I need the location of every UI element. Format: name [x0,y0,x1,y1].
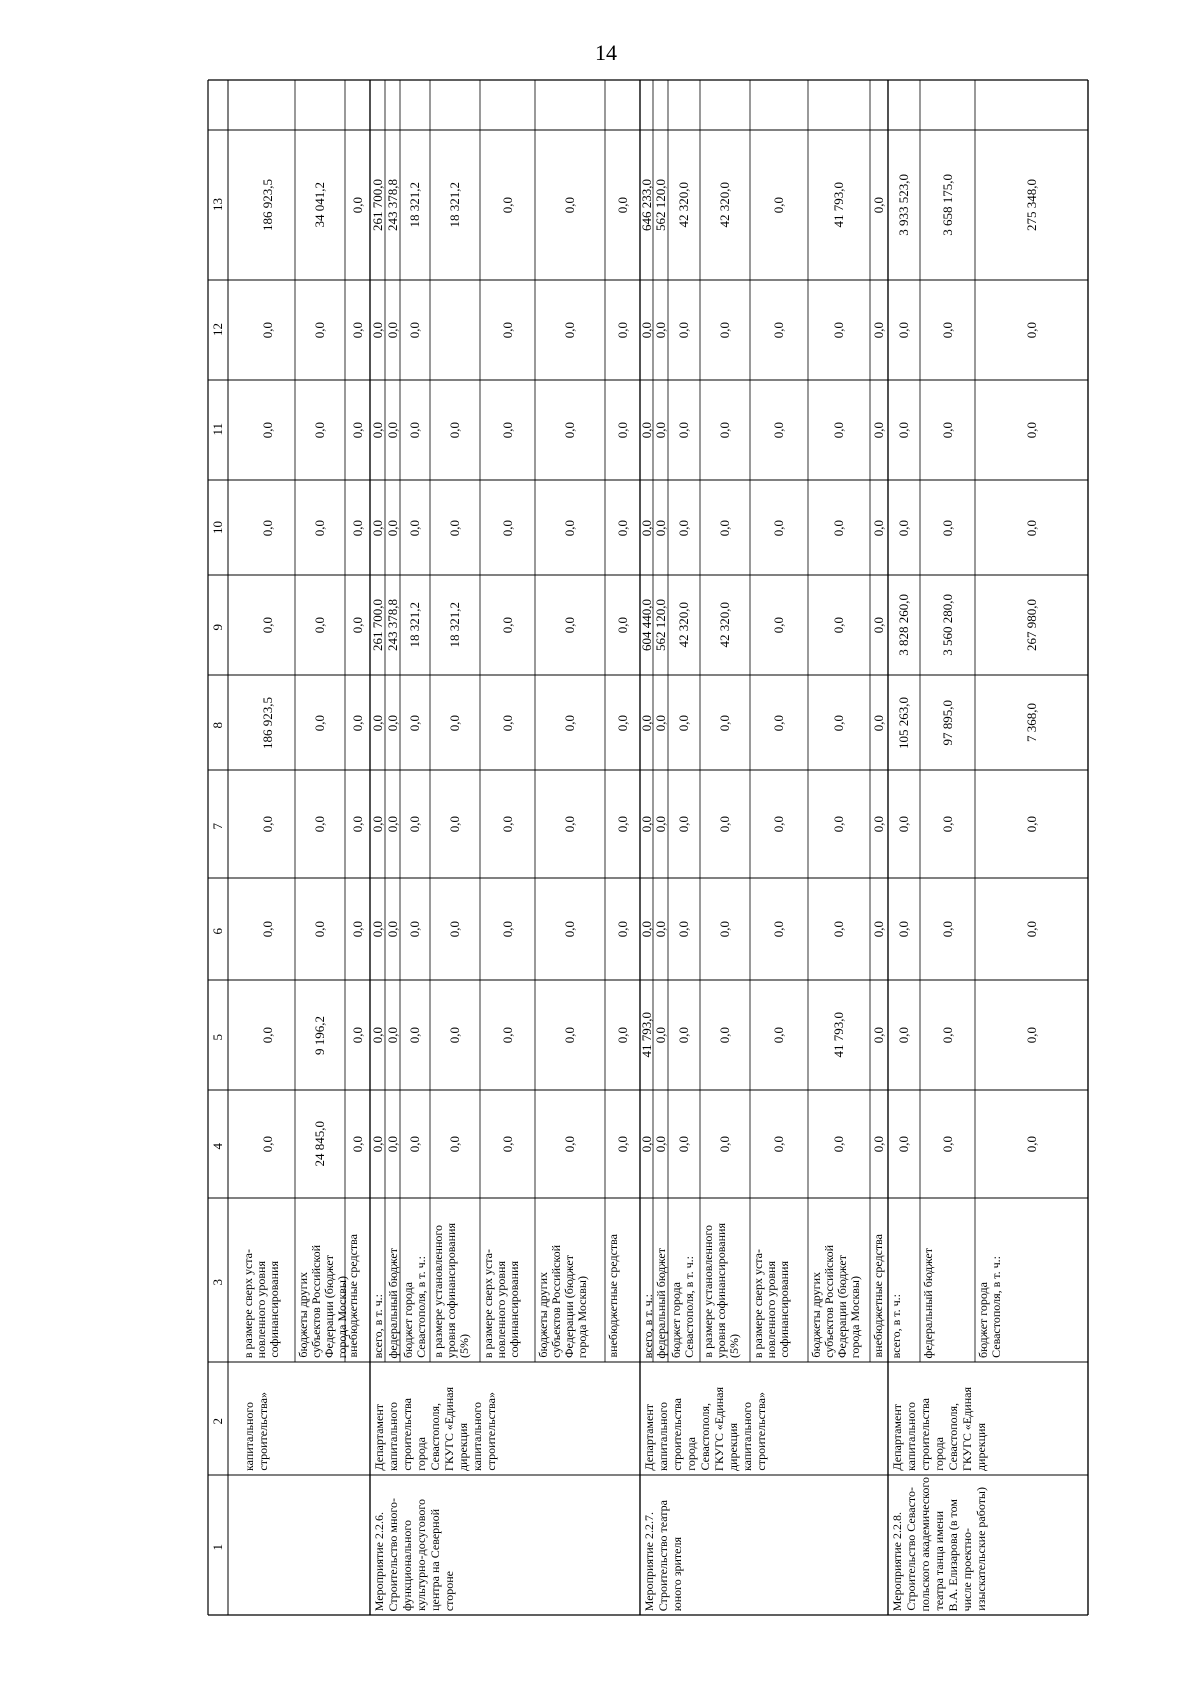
executor-line: строительства [670,1398,684,1471]
value-cell: 0,0 [349,519,365,536]
event-name-line: числе проектно- [960,1528,974,1612]
column-number: 13 [210,198,225,211]
value-cell: 0,0 [369,1136,385,1153]
executor-line: Севастополя, [946,1403,960,1471]
executor-line: Департамент [890,1404,904,1471]
value-cell: 0,0 [312,714,327,731]
funding-source-line: бюджеты других [809,1272,823,1358]
value-cell: 0,0 [259,617,275,634]
value-cell: 0,0 [259,1136,275,1153]
column-number: 2 [210,1417,225,1424]
value-cell: 0,0 [499,617,515,634]
value-cell: 0,0 [1023,1027,1039,1044]
value-cell: 0,0 [384,422,400,439]
value-cell: 0,0 [871,519,886,536]
value-cell: 0,0 [562,1136,577,1153]
value-cell: 0,0 [652,816,668,833]
executor-line: города [414,1437,428,1471]
column-number: 10 [210,520,225,534]
value-cell: 0,0 [259,519,275,536]
value-cell: 0,0 [771,422,786,439]
value-cell: 0,0 [407,519,422,536]
value-cell: 42 320,0 [676,602,691,648]
value-cell: 0,0 [384,714,400,731]
value-cell: 0,0 [499,921,515,938]
funding-source-line: новленного уровня [494,1261,508,1359]
funding-source-line: Федерации (бюджет [562,1255,576,1358]
executor-line: Департамент [642,1404,656,1471]
value-cell: 0,0 [896,1027,911,1044]
value-cell: 0,0 [562,1027,577,1044]
column-number: 8 [210,721,225,728]
value-cell: 41 793,0 [831,182,846,228]
funding-source-line: уровня софинансирования [444,1223,458,1359]
value-cell: 0,0 [349,816,365,833]
funding-source-line: в размере сверх уста- [481,1249,495,1359]
value-cell: 0,0 [614,617,630,634]
value-cell: 0,0 [614,714,630,731]
event-name-line: Мероприятие 2.2.7. [642,1512,656,1612]
value-cell: 97 895,0 [939,699,955,745]
value-cell: 0,0 [896,519,911,536]
funding-source-line: субъектов Российской [549,1245,563,1358]
funding-source-line: федеральный бюджет [386,1248,400,1359]
executor-line: ГКУГС «Единая [442,1387,456,1472]
value-cell: 646 233,0 [638,179,654,231]
funding-source-line: субъектов Российской [309,1245,323,1358]
value-cell: 0,0 [871,197,886,214]
executor-line: строительства» [256,1392,270,1471]
value-cell: 0,0 [896,1136,911,1153]
value-cell: 0,0 [896,322,911,339]
value-cell: 0,0 [614,197,630,214]
executor-line: дирекция [974,1423,988,1472]
event-name-line: функционального [400,1520,414,1611]
executor-line: строительства» [484,1392,498,1471]
value-cell: 0,0 [447,1136,462,1153]
value-cell: 562 120,0 [652,179,668,231]
funding-source-line: софинансирования [507,1261,521,1358]
value-cell: 0,0 [871,422,886,439]
value-cell: 0,0 [407,714,422,731]
value-cell: 0,0 [499,1136,515,1153]
value-cell: 0,0 [939,816,955,833]
value-cell: 41 793,0 [831,1012,846,1058]
funding-source-line: всего, в т. ч.: [371,1294,385,1359]
column-number: 12 [210,323,225,336]
value-cell: 0,0 [407,1027,422,1044]
value-cell: 0,0 [676,921,691,938]
value-cell: 0,0 [312,617,327,634]
value-cell: 0,0 [614,422,630,439]
value-cell: 0,0 [871,1136,886,1153]
funding-source-line: в размере сверх уста- [751,1249,765,1359]
value-cell: 0,0 [939,1027,955,1044]
executor-line: дирекция [726,1423,740,1472]
value-cell: 0,0 [771,322,786,339]
value-cell: 0,0 [407,1136,422,1153]
funding-source-line: в размере сверх уста- [241,1249,255,1359]
value-cell: 0,0 [259,322,275,339]
value-cell: 0,0 [771,816,786,833]
value-cell: 0,0 [896,921,911,938]
value-cell: 0,0 [896,422,911,439]
value-cell: 0,0 [614,921,630,938]
value-cell: 0,0 [259,816,275,833]
value-cell: 0,0 [771,921,786,938]
executor-line: капитального [386,1402,400,1471]
value-cell: 0,0 [562,519,577,536]
value-cell: 0,0 [652,422,668,439]
value-cell: 0,0 [499,714,515,731]
funding-source-line: бюджеты других [536,1272,550,1358]
value-cell: 0,0 [717,1136,732,1153]
value-cell: 0,0 [312,422,327,439]
value-cell: 261 700,0 [369,179,385,231]
value-cell: 0,0 [349,322,365,339]
executor-line: Департамент [372,1404,386,1471]
funding-source-line: софинансирования [267,1261,281,1358]
value-cell: 0,0 [771,197,786,214]
value-cell: 0,0 [384,1027,400,1044]
funding-source-line: (5%) [457,1334,471,1358]
value-cell: 0,0 [562,714,577,731]
funding-source-line: Севастополя, в т. ч.: [682,1256,696,1358]
funding-source-line: софинансирования [777,1261,791,1358]
value-cell: 0,0 [771,1136,786,1153]
funding-source-line: федеральный бюджет [654,1248,668,1359]
value-cell: 267 980,0 [1023,599,1039,651]
funding-source-line: города Москвы) [575,1276,589,1359]
value-cell: 0,0 [1023,422,1039,439]
value-cell: 18 321,2 [407,182,422,228]
value-cell: 0,0 [349,422,365,439]
value-cell: 0,0 [349,921,365,938]
column-number: 3 [210,1279,225,1286]
funding-source-line: всего, в т. ч.: [889,1294,903,1359]
value-cell: 0,0 [896,816,911,833]
value-cell: 0,0 [384,519,400,536]
value-cell: 0,0 [499,422,515,439]
value-cell: 0,0 [1023,519,1039,536]
value-cell: 0,0 [499,322,515,339]
value-cell: 0,0 [871,322,886,339]
value-cell: 0,0 [349,197,365,214]
executor-line: города [932,1437,946,1471]
value-cell: 0,0 [614,1027,630,1044]
column-number: 4 [210,1143,225,1150]
value-cell: 261 700,0 [369,599,385,651]
funding-source-line: в размере установленного [431,1225,445,1358]
column-number: 11 [210,423,225,436]
value-cell: 0,0 [717,1027,732,1044]
event-name-line: центра на Северной [428,1509,442,1611]
value-cell: 0,0 [771,714,786,731]
funding-source-line: Федерации (бюджет [835,1255,849,1358]
value-cell: 275 348,0 [1023,179,1039,231]
value-cell: 9 196,2 [312,1015,327,1055]
value-cell: 243 378,8 [384,599,400,651]
value-cell: 0,0 [717,322,732,339]
value-cell: 0,0 [676,816,691,833]
value-cell: 3 658 175,0 [939,174,955,236]
value-cell: 0,0 [831,322,846,339]
value-cell: 24 845,0 [312,1121,327,1167]
value-cell: 0,0 [831,519,846,536]
value-cell: 0,0 [638,921,654,938]
value-cell: 0,0 [652,714,668,731]
value-cell: 18 321,2 [447,602,462,648]
value-cell: 0,0 [499,197,515,214]
event-name-line: изыскательские работы) [974,1487,988,1611]
funding-source-line: в размере установленного [701,1225,715,1358]
value-cell: 41 793,0 [638,1012,654,1058]
funding-source-line: бюджеты других [296,1272,310,1358]
value-cell: 0,0 [447,816,462,833]
value-cell: 0,0 [562,422,577,439]
value-cell: 0,0 [369,1027,385,1044]
executor-line: ГКУГС «Единая [712,1387,726,1472]
event-name-line: юного зрителя [670,1537,684,1612]
value-cell: 0,0 [939,322,955,339]
value-cell: 0,0 [676,519,691,536]
value-cell: 0,0 [259,921,275,938]
value-cell: 0,0 [638,714,654,731]
funding-source-line: Севастополя, в т. ч.: [414,1256,428,1358]
value-cell: 0,0 [499,816,515,833]
funding-source-line: (5%) [727,1334,741,1358]
value-cell: 0,0 [652,519,668,536]
value-cell: 0,0 [831,1136,846,1153]
event-name-line: культурно-досугового [414,1499,428,1612]
value-cell: 0,0 [384,816,400,833]
funding-source-line: федеральный бюджет [921,1248,935,1359]
value-cell: 0,0 [831,422,846,439]
page-number: 14 [595,40,617,65]
value-cell: 0,0 [562,921,577,938]
value-cell: 0,0 [652,1027,668,1044]
value-cell: 0,0 [676,422,691,439]
value-cell: 0,0 [771,519,786,536]
value-cell: 0,0 [447,422,462,439]
value-cell: 0,0 [447,921,462,938]
funding-source-line: новленного уровня [764,1261,778,1359]
value-cell: 0,0 [562,322,577,339]
funding-source-line: субъектов Российской [822,1245,836,1358]
event-name-line: Строительство Севасто- [904,1487,918,1611]
value-cell: 0,0 [652,322,668,339]
event-name-line: В.А. Елизарова (в том [946,1499,960,1612]
value-cell: 0,0 [638,322,654,339]
event-name-line: театра танца имени [932,1511,946,1611]
value-cell: 0,0 [384,322,400,339]
value-cell: 0,0 [369,714,385,731]
value-cell: 0,0 [499,1027,515,1044]
funding-source-line: новленного уровня [254,1261,268,1359]
value-cell: 0,0 [349,714,365,731]
executor-line: города [684,1437,698,1471]
value-cell: 0,0 [831,714,846,731]
value-cell: 0,0 [831,617,846,634]
value-cell: 0,0 [447,519,462,536]
value-cell: 0,0 [939,519,955,536]
value-cell: 0,0 [871,921,886,938]
value-cell: 3 933 523,0 [896,174,911,236]
value-cell: 0,0 [614,816,630,833]
executor-line: капитального [740,1402,754,1471]
value-cell: 0,0 [638,422,654,439]
funding-source-line: Федерации (бюджет [322,1255,336,1358]
executor-line: строительства» [754,1392,768,1471]
value-cell: 0,0 [1023,322,1039,339]
event-name-line: стороне [442,1571,456,1612]
event-name-line: Строительство много- [386,1498,400,1612]
value-cell: 0,0 [1023,921,1039,938]
value-cell: 0,0 [1023,1136,1039,1153]
value-cell: 0,0 [771,617,786,634]
value-cell: 0,0 [407,921,422,938]
value-cell: 0,0 [312,921,327,938]
value-cell: 0,0 [939,1136,955,1153]
value-cell: 0,0 [939,422,955,439]
value-cell: 0,0 [676,1136,691,1153]
value-cell: 0,0 [614,1136,630,1153]
value-cell: 562 120,0 [652,599,668,651]
value-cell: 0,0 [447,1027,462,1044]
value-cell: 0,0 [407,422,422,439]
value-cell: 0,0 [447,714,462,731]
value-cell: 0,0 [717,816,732,833]
value-cell: 0,0 [676,322,691,339]
value-cell: 0,0 [407,816,422,833]
value-cell: 0,0 [871,714,886,731]
value-cell: 0,0 [871,816,886,833]
value-cell: 0,0 [349,617,365,634]
value-cell: 0,0 [407,322,422,339]
value-cell: 0,0 [871,1027,886,1044]
value-cell: 18 321,2 [447,182,462,228]
value-cell: 0,0 [831,816,846,833]
funding-source-line: бюджет города [401,1282,415,1358]
value-cell: 0,0 [562,617,577,634]
funding-source-line: внебюджетные средства [871,1234,885,1358]
value-cell: 42 320,0 [717,602,732,648]
executor-line: капитального [904,1402,918,1471]
value-cell: 18 321,2 [407,602,422,648]
value-cell: 186 923,5 [259,696,275,749]
column-number: 5 [210,1034,225,1041]
value-cell: 0,0 [717,714,732,731]
executor-line: ГКУГС «Единая [960,1387,974,1472]
column-number: 7 [210,823,225,830]
executor-line: строительства [400,1398,414,1471]
value-cell: 0,0 [384,1136,400,1153]
value-cell: 0,0 [259,1027,275,1044]
column-number: 6 [210,928,225,935]
value-cell: 0,0 [1023,816,1039,833]
executor-line: капитального [656,1402,670,1471]
value-cell: 604 440,0 [638,599,654,651]
value-cell: 0,0 [638,1136,654,1153]
value-cell: 0,0 [717,519,732,536]
funding-source-line: Севастополя, в т. ч.: [989,1256,1003,1358]
value-cell: 0,0 [614,322,630,339]
value-cell: 0,0 [831,921,846,938]
value-cell: 0,0 [349,1136,365,1153]
value-cell: 0,0 [369,816,385,833]
value-cell: 0,0 [499,519,515,536]
value-cell: 0,0 [638,816,654,833]
column-number: 1 [210,1544,225,1551]
value-cell: 0,0 [369,322,385,339]
funding-source-line: внебюджетные средства [606,1234,620,1358]
value-cell: 42 320,0 [717,182,732,228]
funding-source-line: внебюджетные средства [346,1234,360,1358]
value-cell: 0,0 [676,1027,691,1044]
value-cell: 3 828 260,0 [896,594,911,656]
event-name-line: Строительство театра [656,1500,670,1612]
value-cell: 0,0 [676,714,691,731]
value-cell: 186 923,5 [259,179,275,231]
value-cell: 0,0 [312,322,327,339]
value-cell: 0,0 [652,1136,668,1153]
value-cell: 0,0 [717,921,732,938]
executor-line: строительства [918,1398,932,1471]
value-cell: 0,0 [638,519,654,536]
value-cell: 243 378,8 [384,179,400,231]
value-cell: 0,0 [369,921,385,938]
funding-source-line: всего, в т. ч.: [641,1294,655,1359]
funding-source-line: города Москвы) [848,1276,862,1359]
executor-line: капитального [470,1402,484,1471]
value-cell: 0,0 [369,519,385,536]
value-cell: 0,0 [384,921,400,938]
event-name-line: Мероприятие 2.2.8. [890,1512,904,1612]
value-cell: 0,0 [939,921,955,938]
value-cell: 105 263,0 [896,696,911,749]
executor-line: капитального [242,1402,256,1471]
value-cell: 0,0 [312,519,327,536]
funding-source-line: бюджет города [669,1282,683,1358]
value-cell: 0,0 [349,1027,365,1044]
funding-source-line: уровня софинансирования [714,1223,728,1359]
value-cell: 0,0 [871,617,886,634]
column-number: 9 [210,624,225,631]
value-cell: 0,0 [652,921,668,938]
value-cell: 0,0 [614,519,630,536]
event-name-line: польского академического [918,1477,932,1612]
value-cell: 7 368,0 [1023,703,1039,742]
value-cell: 0,0 [562,197,577,214]
value-cell: 0,0 [771,1027,786,1044]
executor-line: Севастополя, [428,1403,442,1471]
value-cell: 0,0 [717,422,732,439]
event-name-line: Мероприятие 2.2.6. [372,1512,386,1612]
executor-line: дирекция [456,1423,470,1472]
funding-source-line: города Москвы) [335,1276,349,1359]
value-cell: 42 320,0 [676,182,691,228]
value-cell: 0,0 [369,422,385,439]
value-cell: 0,0 [259,422,275,439]
funding-source-line: бюджет города [976,1282,990,1358]
executor-line: Севастополя, [698,1403,712,1471]
value-cell: 3 560 280,0 [939,594,955,656]
value-cell: 0,0 [312,816,327,833]
value-cell: 0,0 [562,816,577,833]
value-cell: 34 041,2 [312,182,327,228]
